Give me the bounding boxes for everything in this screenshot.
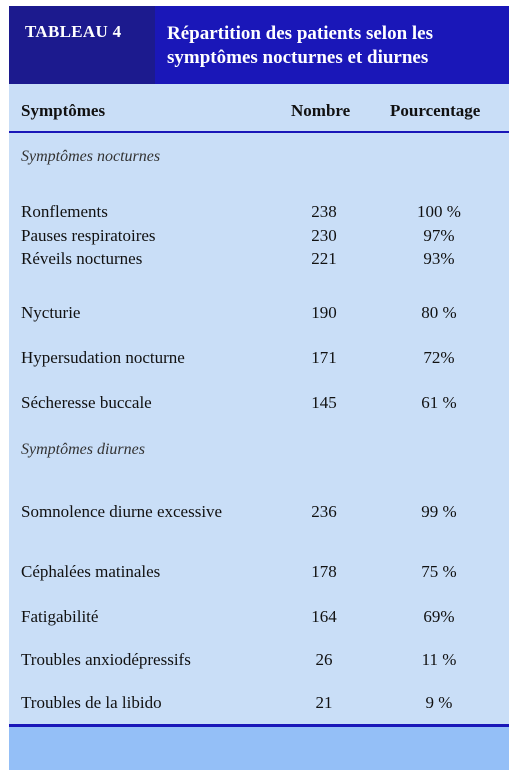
row-percent: 93% bbox=[423, 249, 455, 268]
row-symptom: Sécheresse buccale bbox=[21, 393, 152, 412]
table-figure bbox=[9, 6, 509, 770]
row-count: 26 bbox=[315, 650, 333, 669]
section-title-nocturnal: Symptômes nocturnes bbox=[21, 148, 161, 165]
row-count: 221 bbox=[311, 249, 337, 268]
row-percent: 100 % bbox=[417, 202, 461, 221]
row-percent: 99 % bbox=[421, 502, 457, 521]
header-rule bbox=[9, 131, 509, 133]
row-symptom: Nycturie bbox=[21, 303, 81, 322]
row-percent: 61 % bbox=[421, 393, 457, 412]
row-percent: 75 % bbox=[421, 562, 457, 581]
row-percent: 69% bbox=[423, 607, 455, 626]
row-symptom: Ronflements bbox=[21, 202, 108, 221]
row-percent: 9 % bbox=[425, 693, 453, 712]
table-footer bbox=[9, 726, 509, 770]
row-symptom: Fatigabilité bbox=[21, 607, 99, 626]
row-symptom: Céphalées matinales bbox=[21, 562, 161, 581]
row-symptom: Hypersudation nocturne bbox=[21, 348, 185, 367]
column-header-percent: Pourcentage bbox=[390, 101, 481, 120]
table-header bbox=[9, 6, 509, 84]
table-title bbox=[155, 6, 509, 84]
table-title-line-1: Répartition des patients selon les bbox=[167, 23, 433, 44]
row-symptom: Pauses respiratoires bbox=[21, 226, 156, 245]
row-percent: 80 % bbox=[421, 303, 457, 322]
row-count: 238 bbox=[311, 202, 337, 221]
row-count: 164 bbox=[311, 607, 337, 626]
row-count: 145 bbox=[311, 393, 337, 412]
column-header-count: Nombre bbox=[291, 101, 351, 120]
row-count: 171 bbox=[311, 348, 337, 367]
row-symptom: Troubles anxiodépressifs bbox=[21, 650, 191, 669]
row-symptom: Somnolence diurne excessive bbox=[21, 502, 223, 521]
row-percent: 11 % bbox=[421, 650, 457, 669]
row-count: 178 bbox=[311, 562, 337, 581]
footer-rule bbox=[9, 724, 509, 727]
row-count: 230 bbox=[311, 226, 337, 245]
row-count: 190 bbox=[311, 303, 337, 322]
row-percent: 97% bbox=[423, 226, 455, 245]
table-number: TABLEAU 4 bbox=[9, 6, 155, 84]
table-title-line-2: symptômes nocturnes et diurnes bbox=[167, 47, 429, 68]
section-title-diurnal: Symptômes diurnes bbox=[21, 441, 145, 458]
row-symptom: Troubles de la libido bbox=[21, 693, 162, 712]
row-count: 21 bbox=[315, 693, 333, 712]
row-count: 236 bbox=[311, 502, 337, 521]
column-header-symptom: Symptômes bbox=[21, 101, 106, 120]
row-percent: 72% bbox=[423, 348, 455, 367]
row-symptom: Réveils nocturnes bbox=[21, 249, 143, 268]
